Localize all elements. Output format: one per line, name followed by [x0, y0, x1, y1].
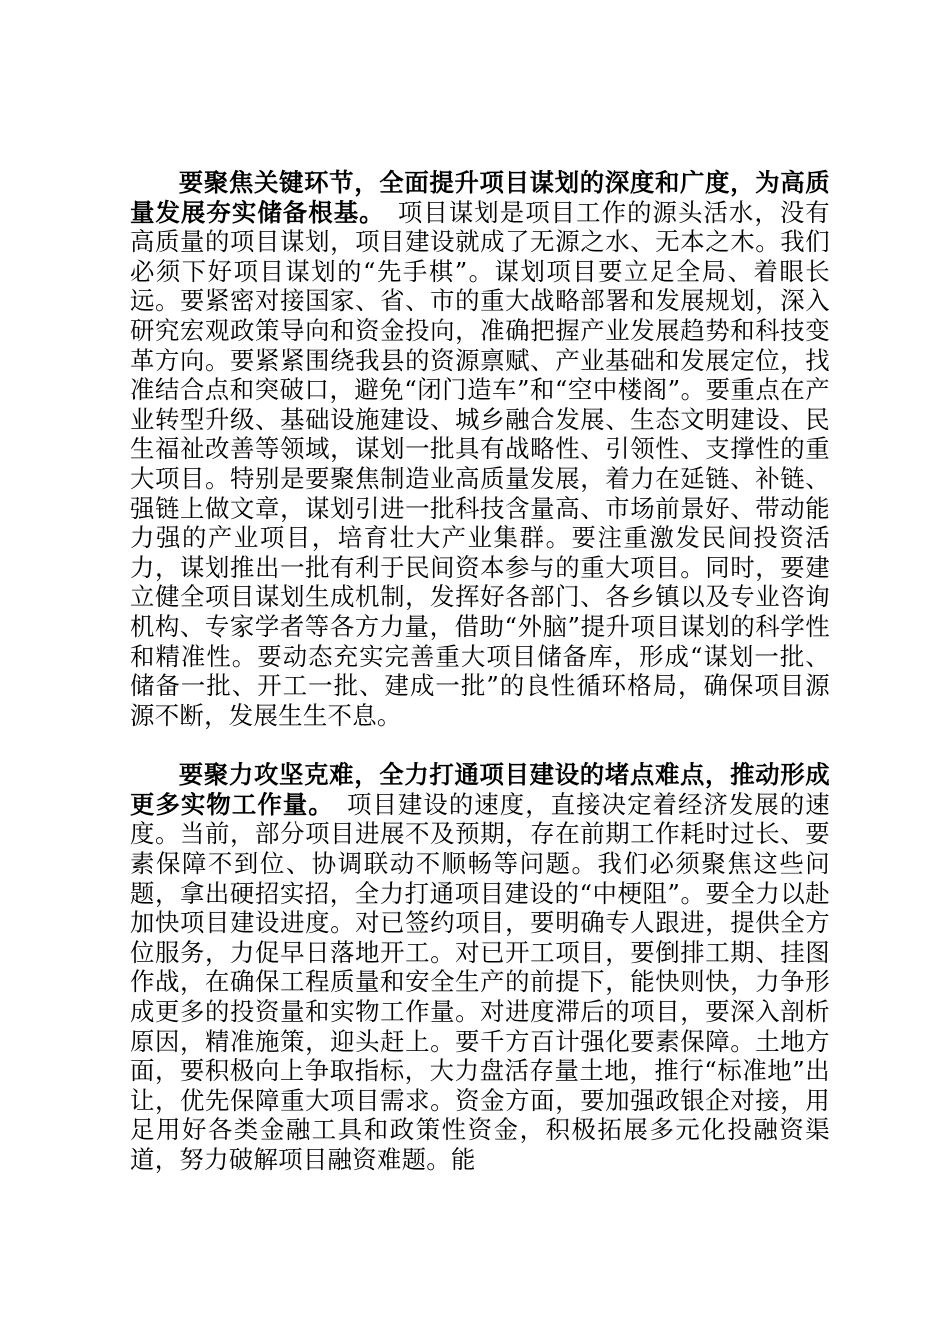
paragraph-project-planning	[130, 168, 830, 730]
document-body	[130, 168, 830, 1175]
paragraph-text: 项目建设的速度，直接决定着经济发展的速度。当前，部分项目进展不及预期，存在前期工作耗时过长、要素保障不到位、协调联动不顺畅等问题。我们必须聚焦这些问题，拿出硬招实招，全力打通项目建设的“中梗阻”。要全力以赴加快项目建设进度。对已签约项目，要明确专人跟进，提供全方位服务，力促早日落地开工。对已开工项目，要倒排工期、挂图作战，在确保工程质量和安全生产的前提下，能快则快，力争形成更多的投资量和实物工作量。对进度滞后的项目，要深入剖析原因，精准施策，迎头赶上。要千方百计强化要素保障。土地方面，要积极向上争取指标，大力盘活存量土地，推行“标准地”出让，优先保障重大项目需求。资金方面，要加强政银企对接，用足用好各类金融工具和政策性资金，积极拓展多元化投融资渠道，努力破解项目融资难题。能	[130, 789, 830, 1174]
paragraph-heading: 要聚力攻坚克难，全力打通项目建设的堵点难点，推动形成更多实物工作量。	[130, 760, 830, 819]
paragraph-text: 项目谋划是项目工作的源头活水，没有高质量的项目谋划，项目建设就成了无源之水、无本之木。我们必须下好项目谋划的“先手棋”。谋划项目要立足全局、着眼长远。要紧密对接国家、省、市的重大战略部署和发展规划，深入研究宏观政策导向和资金投向，准确把握产业发展趋势和科技变革方向。要紧紧围绕我县的资源禀赋、产业基础和发展定位，找准结合点和突破口，避免“闭门造车”和“空中楼阁”。要重点在产业转型升级、基础设施建设、城乡融合发展、生态文明建设、民生福祉改善等领域，谋划一批具有战略性、引领性、支撑性的重大项目。特别是要聚焦制造业高质量发展，着力在延链、补链、强链上做文章，谋划引进一批科技含量高、市场前景好、带动能力强的产业项目，培育壮大产业集群。要注重激发民间投资活力，谋划推出一批有利于民间资本参与的重大项目。同时，要建立健全项目谋划生成机制，发挥好各部门、各乡镇以及专业咨询机构、专家学者等各方力量，借助“外脑”提升项目谋划的科学性和精准性。要动态充实完善重大项目储备库，形成“谋划一批、储备一批、开工一批、建成一批”的良性循环格局，确保项目源源不断，发展生生不息。	[130, 197, 830, 730]
paragraph-project-construction	[130, 760, 830, 1174]
paragraph-heading: 要聚焦关键环节，全面提升项目谋划的深度和广度，为高质量发展夯实储备根基。	[130, 168, 830, 227]
